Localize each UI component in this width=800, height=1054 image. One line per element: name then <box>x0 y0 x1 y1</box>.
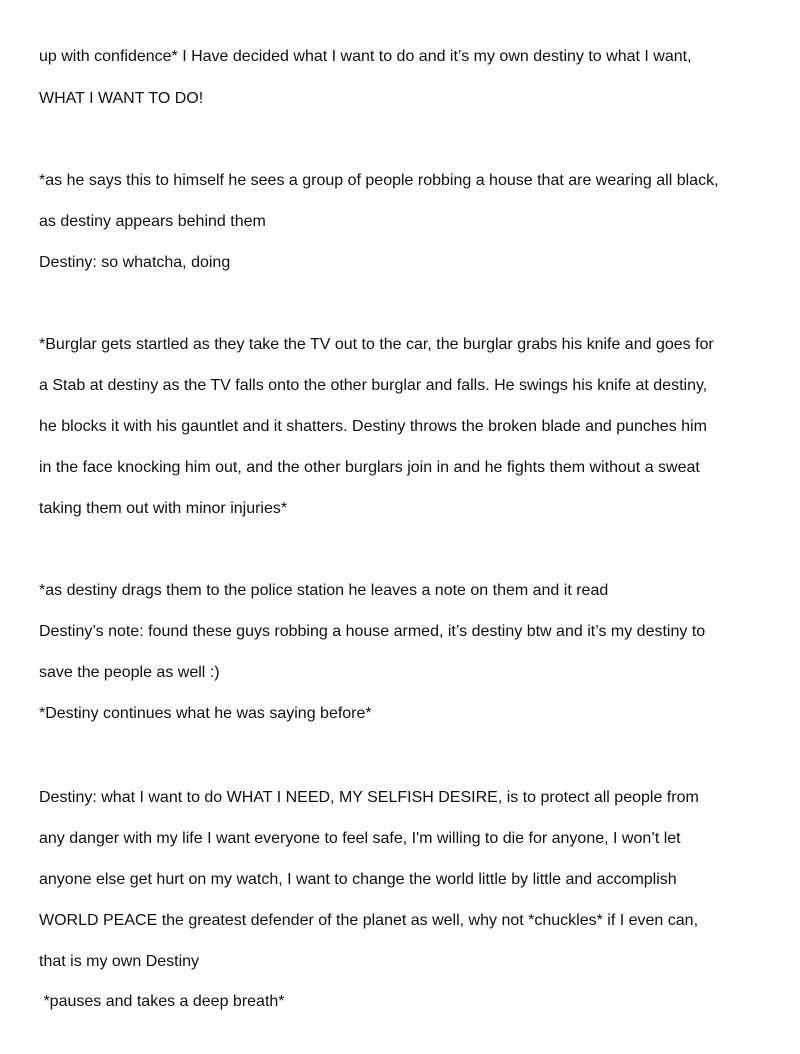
text-line: in the face knocking him out, and the other burglars join in and he fights them without a sweat <box>39 459 700 476</box>
text-line: Destiny: what I want to do WHAT I NEED, MY SELFISH DESIRE, is to protect all people from <box>39 789 699 806</box>
text-line: any danger with my life I want everyone to feel safe, I'm willing to die for anyone, I won’t let <box>39 830 681 847</box>
text-line: anyone else get hurt on my watch, I want to change the world little by little and accomplish <box>39 871 677 888</box>
text-line: save the people as well :) <box>39 664 220 681</box>
text-line: WHAT I WANT TO DO! <box>39 90 204 107</box>
text-line: Destiny’s note: found these guys robbing a house armed, it’s destiny btw and it’s my destiny to <box>39 623 706 640</box>
text-line: *Destiny continues what he was saying before* <box>39 705 372 722</box>
text-line: WORLD PEACE the greatest defender of the planet as well, why not *chuckles* if I even can, <box>39 912 699 929</box>
text-line: *as destiny drags them to the police station he leaves a note on them and it read <box>39 582 609 599</box>
text-line: taking them out with minor injuries* <box>39 500 288 517</box>
text-line: Destiny: so whatcha, doing <box>39 254 231 271</box>
text-line: up with confidence* I Have decided what I want to do and it’s my own destiny to what I want, <box>39 48 692 65</box>
text-line: he blocks it with his gauntlet and it shatters. Destiny throws the broken blade and punches him <box>39 418 707 435</box>
text-line: *Burglar gets startled as they take the TV out to the car, the burglar grabs his knife and goes for <box>39 336 714 353</box>
text-line: *pauses and takes a deep breath* <box>39 993 285 1010</box>
text-line: that is my own Destiny <box>39 953 200 970</box>
text-line: *as he says this to himself he sees a group of people robbing a house that are wearing all black, <box>39 172 719 189</box>
text-line: as destiny appears behind them <box>39 213 266 230</box>
text-line: a Stab at destiny as the TV falls onto the other burglar and falls. He swings his knife at destiny, <box>39 377 708 394</box>
